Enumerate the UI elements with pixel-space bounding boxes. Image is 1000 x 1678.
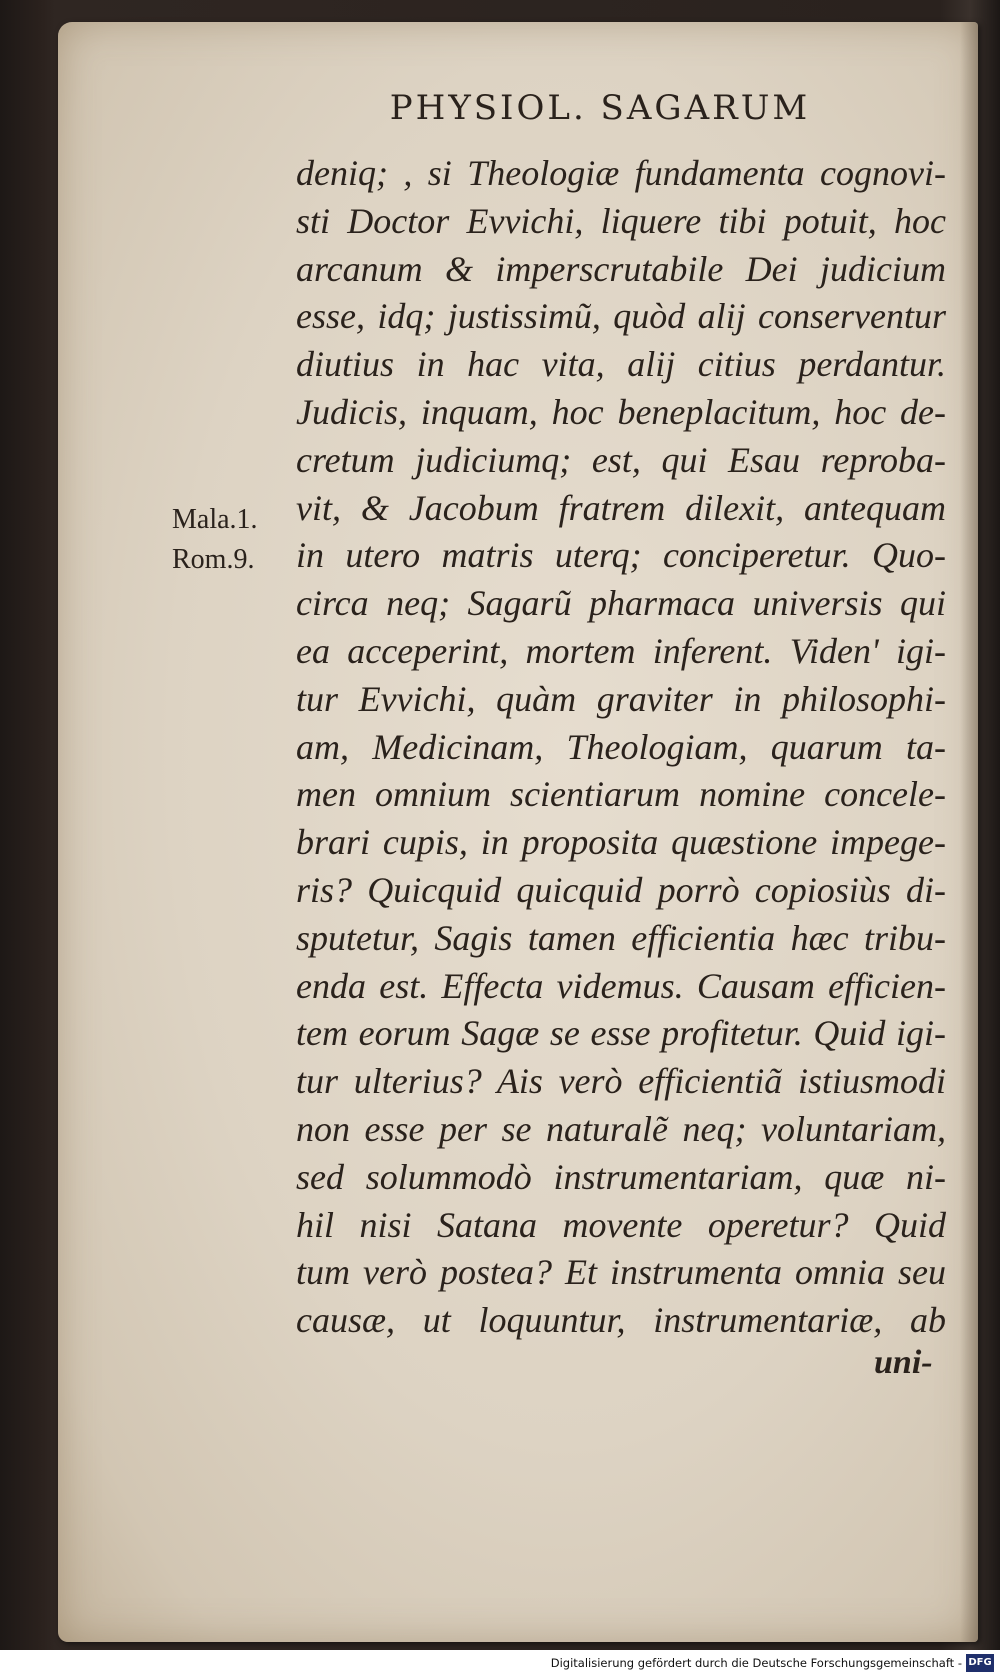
text-line: cretum judiciumq; est, qui Esau reproba- xyxy=(296,439,946,480)
text-line: brari cupis, in proposita quæstione impege- xyxy=(296,822,946,863)
running-header: PHYSIOL. SAGARUM xyxy=(389,88,811,128)
funding-credit: Digitalisierung gefördert durch die Deutsche Forschungsgemeinschaft - xyxy=(550,1656,962,1670)
dfg-logo: DFG xyxy=(966,1654,994,1672)
margin-note: Rom.9. xyxy=(172,544,255,575)
margin-notes xyxy=(172,500,258,580)
text-line: tum verò postea? Et instrumenta omnia seu xyxy=(296,1252,946,1293)
text-line: circa neq; Sagarũ pharmaca universis qui xyxy=(296,583,946,624)
footer-bar xyxy=(0,1651,1000,1678)
text-line: am, Medicinam, Theologiam, quarum ta- xyxy=(296,726,946,767)
text-line: deniq; , si Theologiæ fundamenta cognovi- xyxy=(296,153,946,193)
text-line: tur Evvichi, quàm graviter in philosophi- xyxy=(296,678,946,719)
text-line: arcanum & imperscrutabile Dei judicium xyxy=(296,248,946,289)
text-line: sputetur, Sagis tamen efficientia hæc tribu- xyxy=(296,917,946,958)
text-line: hil nisi Satana movente operetur? Quid xyxy=(296,1204,946,1245)
text-line: men omnium scientiarum nomine concele- xyxy=(296,774,946,815)
text-line: Judicis, inquam, hoc beneplacitum, hoc de- xyxy=(296,391,946,432)
text-line: diutius in hac vita, alij citius perdantur. xyxy=(296,344,946,385)
text-line: vit, & Jacobum fratrem dilexit, antequam xyxy=(296,487,946,528)
text-line: enda est. Effecta videmus. Causam efficien- xyxy=(296,965,946,1006)
text-line: non esse per se naturalẽ neq; voluntariam, xyxy=(296,1108,946,1149)
page-edge-shadow xyxy=(960,22,978,1642)
margin-note: Mala.1. xyxy=(172,504,258,535)
text-line: tem eorum Sagæ se esse profitetur. Quid igi- xyxy=(296,1013,946,1054)
text-line: esse, idq; justissimũ, quòd alij conserventur xyxy=(296,296,946,337)
text-line: ris? Quicquid quicquid porrò copiosiùs di- xyxy=(296,869,946,910)
text-line: causæ, ut loquuntur, instrumentariæ, ab xyxy=(296,1300,946,1341)
text-line: tur ulterius? Ais verò efficientiã istiusmodi xyxy=(296,1061,946,1102)
catchword: uni- xyxy=(874,1344,933,1381)
body-text xyxy=(296,150,946,1345)
text-line: ea acceperint, mortem inferent. Viden' igi- xyxy=(296,630,946,671)
text-line: sti Doctor Evvichi, liquere tibi potuit, hoc xyxy=(296,200,946,241)
text-line: sed solummodò instrumentariam, quæ ni- xyxy=(296,1156,946,1197)
text-line: in utero matris uterq; conciperetur. Quo- xyxy=(296,535,946,576)
